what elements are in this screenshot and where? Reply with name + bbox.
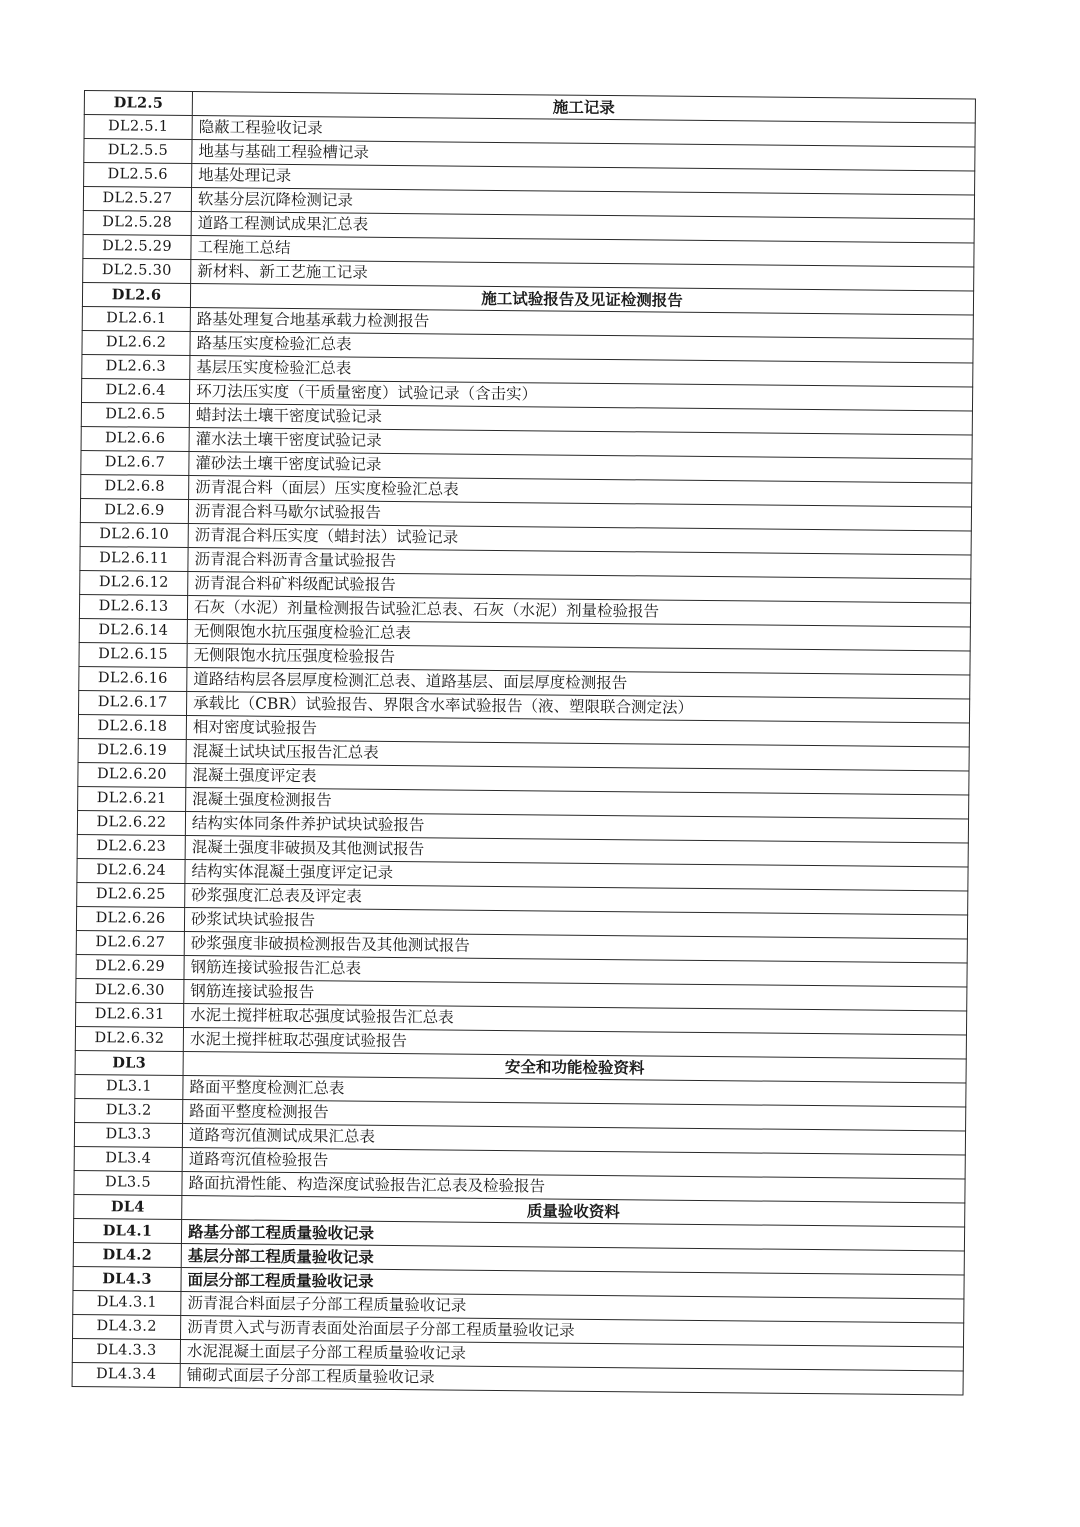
item-name: 道路工程测试成果汇总表: [191, 212, 974, 244]
item-name: 无侧限饱水抗压强度检验汇总表: [187, 620, 970, 652]
item-name: 地基与基础工程验槽记录: [192, 140, 975, 172]
item-code: DL4.3: [73, 1266, 181, 1291]
item-code: DL4: [74, 1194, 182, 1219]
item-code: DL2.6.12: [80, 570, 188, 595]
item-code: DL2.6.6: [81, 426, 189, 451]
item-name: 沥青混合料沥青含量试验报告: [188, 548, 971, 580]
item-name: 基层压实度检验汇总表: [190, 356, 973, 388]
item-name: 铺砌式面层子分部工程质量验收记录: [180, 1363, 963, 1395]
item-code: DL2.6.32: [75, 1026, 183, 1051]
item-code: DL2.6.11: [80, 546, 188, 571]
item-name: 混凝土强度检测报告: [186, 788, 969, 820]
item-code: DL4.3.1: [73, 1290, 181, 1315]
item-name: 沥青混合料马歇尔试验报告: [188, 500, 971, 532]
item-name: 沥青混合料压实度（蜡封法）试验记录: [188, 524, 971, 556]
item-name: 水泥混凝土面层子分部工程质量验收记录: [180, 1339, 963, 1371]
item-code: DL2.6.1: [82, 306, 190, 331]
item-name: 混凝土强度非破损及其他测试报告: [185, 836, 968, 868]
table-body: [72, 91, 975, 1395]
item-name: 道路结构层各层厚度检测汇总表、道路基层、面层厚度检测报告: [187, 668, 970, 700]
item-name: 石灰（水泥）剂量检测报告试验汇总表、石灰（水泥）剂量检验报告: [187, 596, 970, 628]
item-code: DL2.6.27: [76, 930, 184, 955]
item-code: DL4.3.4: [72, 1362, 180, 1387]
item-name: 路基分部工程质量验收记录: [181, 1219, 964, 1251]
item-code: DL2.5.28: [83, 210, 191, 235]
item-name: 面层分部工程质量验收记录: [181, 1267, 964, 1299]
item-code: DL2.6.7: [81, 450, 189, 475]
item-name: 混凝土试块试压报告汇总表: [186, 740, 969, 772]
item-name: 钢筋连接试验报告: [184, 980, 967, 1012]
item-code: DL2.6.4: [82, 378, 190, 403]
item-code: DL3.1: [75, 1074, 183, 1099]
item-name: 砂浆强度非破损检测报告及其他测试报告: [184, 932, 967, 964]
item-name: 环刀法压实度（干质量密度）试验记录（含击实）: [189, 380, 972, 412]
item-name: 路基压实度检验汇总表: [190, 332, 973, 364]
item-name: 新材料、新工艺施工记录: [191, 260, 974, 292]
item-name: 软基分层沉降检测记录: [191, 188, 974, 220]
item-code: DL2.6.25: [77, 882, 185, 907]
item-name: 路基处理复合地基承载力检测报告: [190, 308, 973, 340]
item-code: DL3.4: [74, 1146, 182, 1171]
section-title: 质量验收资料: [182, 1195, 965, 1227]
item-name: 砂浆试块试验报告: [184, 908, 967, 940]
item-name: 灌砂法土壤干密度试验记录: [189, 452, 972, 484]
item-name: 结构实体同条件养护试块试验报告: [185, 812, 968, 844]
item-name: 沥青混合料矿料级配试验报告: [188, 572, 971, 604]
item-code: DL2.6.2: [82, 330, 190, 355]
item-code: DL4.1: [73, 1218, 181, 1243]
item-code: DL4.3.3: [72, 1338, 180, 1363]
item-code: DL2.6.21: [78, 786, 186, 811]
item-code: DL3.3: [74, 1122, 182, 1147]
section-title: 施工试验报告及见证检测报告: [190, 284, 973, 316]
item-name: 路面抗滑性能、构造深度试验报告汇总表及检验报告: [182, 1171, 965, 1203]
item-code: DL2.6.29: [76, 954, 184, 979]
item-code: DL2.6.16: [79, 666, 187, 691]
item-code: DL2.6.31: [76, 1002, 184, 1027]
item-name: 道路弯沉值检验报告: [182, 1147, 965, 1179]
item-code: DL2.6.8: [81, 474, 189, 499]
item-name: 沥青贯入式与沥青表面处治面层子分部工程质量验收记录: [181, 1315, 964, 1347]
item-code: DL2.6: [82, 282, 190, 307]
item-name: 基层分部工程质量验收记录: [181, 1243, 964, 1275]
item-code: DL2.6.3: [82, 354, 190, 379]
item-code: DL2.5.27: [83, 187, 191, 212]
item-code: DL2.6.23: [77, 834, 185, 859]
item-code: DL2.6.20: [78, 762, 186, 787]
item-code: DL2.6.26: [76, 906, 184, 931]
section-title: 施工记录: [192, 92, 975, 124]
item-code: DL2.5.30: [83, 258, 191, 283]
item-name: 道路弯沉值测试成果汇总表: [182, 1123, 965, 1155]
item-name: 钢筋连接试验报告汇总表: [184, 956, 967, 988]
item-name: 灌水法土壤干密度试验记录: [189, 428, 972, 460]
item-code: DL2.6.19: [78, 738, 186, 763]
item-code: DL2.5.29: [83, 234, 191, 259]
item-code: DL2.6.9: [80, 498, 188, 523]
item-code: DL2.6.22: [77, 810, 185, 835]
document-page: [72, 90, 976, 1396]
item-name: 路面平整度检测汇总表: [183, 1075, 966, 1107]
item-name: 蜡封法土壤干密度试验记录: [189, 404, 972, 436]
item-code: DL2.5.6: [84, 163, 192, 188]
item-name: 相对密度试验报告: [186, 716, 969, 748]
item-name: 水泥土搅拌桩取芯强度试验报告: [183, 1027, 966, 1059]
item-code: DL2.5.1: [84, 115, 192, 140]
item-code: DL2.6.5: [81, 402, 189, 427]
item-name: 地基处理记录: [192, 164, 975, 196]
item-name: 水泥土搅拌桩取芯强度试验报告汇总表: [184, 1003, 967, 1035]
item-name: 承载比（CBR）试验报告、界限含水率试验报告（液、塑限联合测定法）: [187, 692, 970, 724]
item-name: 结构实体混凝土强度评定记录: [185, 860, 968, 892]
item-code: DL2.5: [84, 91, 192, 116]
record-index-table: [72, 90, 976, 1396]
item-name: 混凝土强度评定表: [186, 764, 969, 796]
item-code: DL3.2: [75, 1098, 183, 1123]
item-name: 砂浆强度汇总表及评定表: [185, 884, 968, 916]
item-name: 无侧限饱水抗压强度检验报告: [187, 644, 970, 676]
item-name: 路面平整度检测报告: [183, 1099, 966, 1131]
item-name: 沥青混合料面层子分部工程质量验收记录: [181, 1291, 964, 1323]
item-code: DL4.3.2: [73, 1314, 181, 1339]
item-code: DL3.5: [74, 1170, 182, 1195]
item-code: DL2.6.10: [80, 522, 188, 547]
item-name: 隐蔽工程验收记录: [192, 116, 975, 148]
item-name: 沥青混合料（面层）压实度检验汇总表: [189, 476, 972, 508]
item-code: DL2.6.18: [78, 714, 186, 739]
item-code: DL2.6.15: [79, 642, 187, 667]
section-title: 安全和功能检验资料: [183, 1051, 966, 1083]
item-code: DL2.6.24: [77, 858, 185, 883]
item-code: DL2.5.5: [84, 139, 192, 164]
item-name: 工程施工总结: [191, 236, 974, 268]
item-code: DL2.6.30: [76, 978, 184, 1003]
item-code: DL4.2: [73, 1242, 181, 1267]
item-code: DL3: [75, 1050, 183, 1075]
item-code: DL2.6.13: [79, 594, 187, 619]
item-code: DL2.6.14: [79, 618, 187, 643]
item-code: DL2.6.17: [79, 690, 187, 715]
